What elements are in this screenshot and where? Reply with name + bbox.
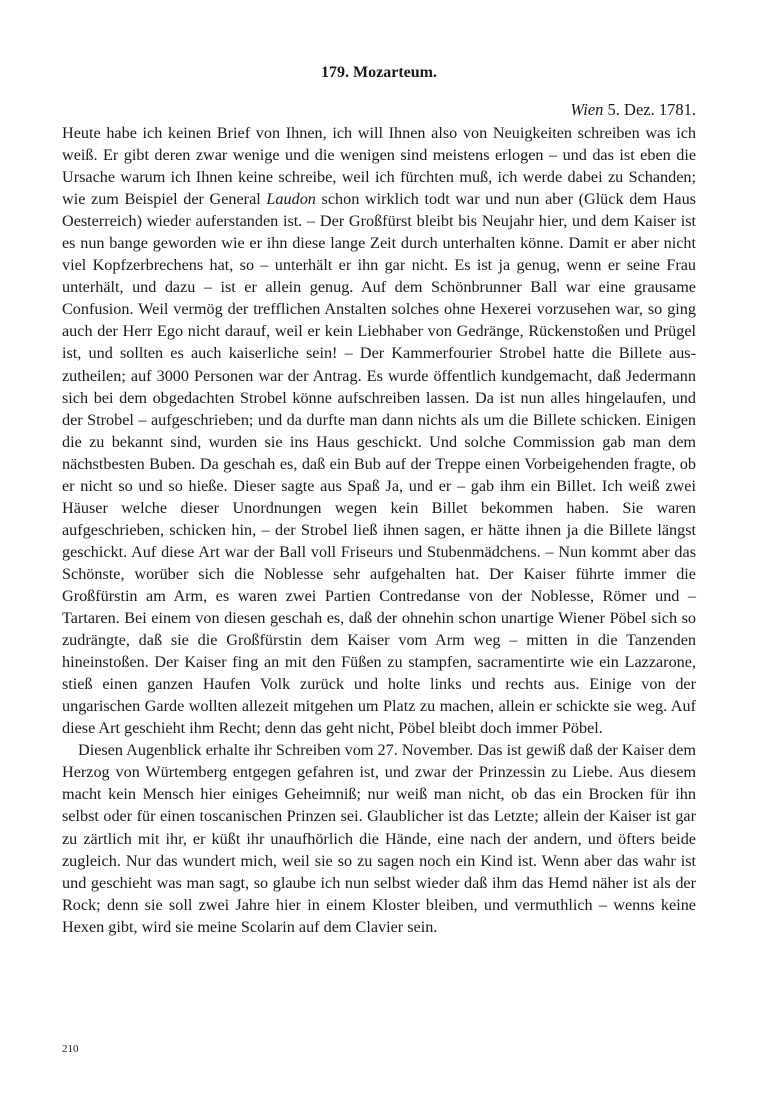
paragraph-2: Diesen Augenblick erhalte ihr Schreiben vom 27. November. Das ist gewiß daß der Kaiser dem Herzog von Würtemberg entgegen gefahren ist, und zwar der Prinzessin zu Liebe. Aus diesem macht kein Mensch hier einiges Geheimniß; nur weiß man nicht, ob das ein Brocken für ihn selbst oder für einen toscanischen Prinzen sei. Glaublicher ist das Letzte; allein der Kaiser ist gar zu zärtlich mit ihr, er küßt ihr unaufhörlich die Hände, eine nach der andern, und öfters beide zugleich. Nur das wundert mich, weil sie so zu sagen noch ein Kind ist. Wenn aber das wahr ist und geschieht was man sagt, so glaube ich nun selbst wieder daß ihm das Hemd näher ist als der Rock; denn sie soll zwei Jahre hier in einem Kloster bleiben, und vermuthlich – wenns keine Hexen gibt, wird sie meine Scolarin auf dem Clavier sein. bbox=[62, 741, 696, 936]
letter-body bbox=[62, 122, 696, 938]
name-laudon: Laudon bbox=[266, 190, 316, 209]
letter-dateline bbox=[570, 100, 696, 120]
paragraph-1 bbox=[62, 122, 696, 739]
book-page bbox=[62, 0, 696, 1100]
paragraph-1-text-a: Heute habe ich keinen Brief von Ihnen, ich will Ihnen also von Neuigkeiten schreiben was ich weiß. Er gibt deren zwar wenige und die wenigen sind meistens erlogen – und das ist eben die Ursache warum ich Ihnen keine schreibe, weil ich fürchten muß, ich werde dabei zu Schanden; wie zum Beispiel der General bbox=[62, 124, 696, 209]
paragraph-1-text-b: schon wirklich todt war und nun aber (Glück dem Haus Oesterreich) wieder auferstanden ist. – Der Großfürst bleibt bis Neujahr hier, und dem Kaiser ist es nun bange geworden wie er ihn diese lange Zeit durch unterhalten könne. Damit er aber nicht viel Kopfzerbrechens hat, so – unterhält er ihn gar nicht. Es ist ja genug, wenn er seine Frau unterhält, und dazu – ist er allein genug. Auf dem Schönbrunner Ball war eine grausame Confusion. Weil vermög der trefflichen Anstalten solches ohne Hexerei vorzusehen war, so ging auch der Herr Ego nicht darauf, weil er kein Liebhaber von Gedränge, Rückenstoßen und Prügel ist, und sollten es auch kaiserliche sein! – Der Kammerfourier Strobel hatte die Billete auszutheilen; auf 3000 Personen war der Antrag. Es wurde öffentlich kundgemacht, daß Jedermann sich bei dem obgedachten Strobel könne aufschreiben lassen. Da ist nun alles hingelaufen, und der Strobel – aufgeschrieben; und da durfte man dann nichts als um die Billete schicken. Einigen die zu bekannt sind, wurden sie ins Haus geschickt. Und solche Commission gab man dem nächstbesten Buben. Da geschah es, daß ein Bub auf der Treppe einen Vorbeigehenden fragte, ob er nicht so und so hieße. Dieser sagte aus Spaß Ja, und er – gab ihm ein Billet. Ich weiß zwei Häuser welche dieser Unordnungen wegen kein Billet bekommen haben. Sie waren aufgeschrieben, schicken hin, – der Strobel ließ ihnen sagen, er hätte ihnen ja die Billete längst geschickt. Auf diese Art war der Ball voll Friseurs und Stubenmädchens. – Nun kommt aber das Schönste, worüber sich die Noblesse sehr aufgehalten hat. Der Kaiser führte immer die Großfürstin am Arm, es waren zwei Partien Contredanse von der Noblesse, Römer und – Tartaren. Bei einem von diesen geschah es, daß der ohnehin schon unartige Wiener Pöbel sich so zudrängte, daß sie die Großfürstin dem Kaiser vom Arm weg – mitten in die Tanzenden hineinstoßen. Der Kaiser fing an mit den Füßen zu stampfen, sacramentirte wie ein Lazzarone, stieß einen ganzen Haufen Volk zurück und holte links und rechts aus. Einige von der ungarischen Garde wollten allezeit mitgehen um Platz zu machen, allein er schickte sie weg. Auf diese Art geschieht ihm Recht; denn das geht nicht, Pöbel bleibt doch immer Pöbel. bbox=[62, 190, 696, 738]
page-number: 210 bbox=[62, 1043, 79, 1055]
letter-place: Wien bbox=[570, 100, 604, 119]
letter-date: 5. Dez. 1781. bbox=[607, 100, 696, 119]
letter-heading: 179. Mozarteum. bbox=[321, 64, 437, 81]
